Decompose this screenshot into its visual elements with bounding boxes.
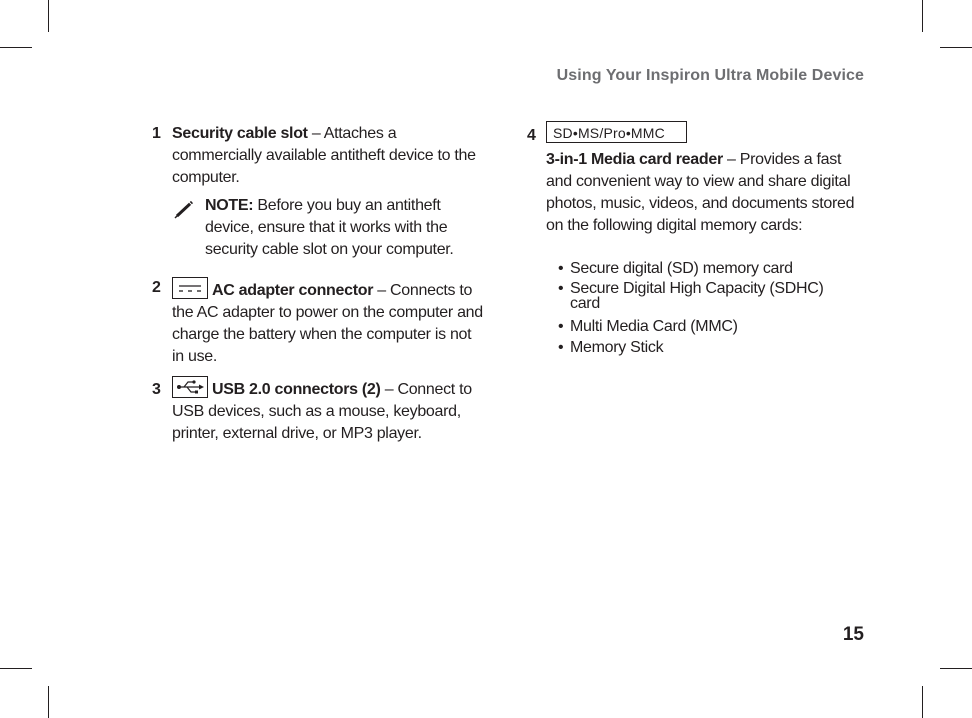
item-security-cable-slot xyxy=(172,123,484,189)
crop-mark xyxy=(48,686,49,718)
list-item: • Secure Digital High Capacity (SDHC) card xyxy=(558,281,848,311)
item-usb-connectors xyxy=(172,376,484,445)
item-number: 4 xyxy=(527,127,536,144)
item-number: 3 xyxy=(152,381,161,398)
item-title: 3-in-1 Media card reader xyxy=(546,151,723,168)
crop-mark xyxy=(0,668,32,669)
list-item: • Multi Media Card (MMC) xyxy=(558,316,848,337)
item-description: – Attaches a commercially available antitheft device to the computer. xyxy=(172,125,476,186)
note xyxy=(205,195,485,261)
item-description: – Connects to the AC adapter to power on the computer and charge the battery when the computer is not in use. xyxy=(172,282,483,365)
item-number: 1 xyxy=(152,125,161,142)
usb-icon xyxy=(172,376,208,398)
list-item: • Memory Stick xyxy=(558,337,848,358)
media-card-slot-label: SD•MS/Pro•MMC xyxy=(546,121,687,143)
item-title: Security cable slot xyxy=(172,125,308,142)
crop-mark xyxy=(940,47,972,48)
list-item: • Secure digital (SD) memory card xyxy=(558,258,848,279)
item-ac-adapter-connector xyxy=(172,277,484,368)
item-media-card-reader xyxy=(546,149,856,237)
page-number: 15 xyxy=(842,624,864,645)
item-description: – Provides a fast and convenient way to view and share digital photos, music, videos, and documents stored on the following digital memory cards: xyxy=(546,151,855,234)
item-description: – Connect to USB devices, such as a mouse, keyboard, printer, external drive, or MP3 player. xyxy=(172,381,472,442)
item-number: 2 xyxy=(152,279,161,296)
running-header: Using Your Inspiron Ultra Mobile Device xyxy=(556,67,864,84)
item-title: AC adapter connector xyxy=(212,282,374,299)
dc-power-icon xyxy=(172,277,208,299)
crop-mark xyxy=(940,668,972,669)
crop-mark xyxy=(922,686,923,718)
memory-card-list xyxy=(558,258,848,358)
crop-mark xyxy=(922,0,923,32)
note-pencil-icon xyxy=(174,199,196,219)
note-label: NOTE: xyxy=(205,197,254,214)
crop-mark xyxy=(48,0,49,32)
crop-mark xyxy=(0,47,32,48)
note-text: Before you buy an antitheft device, ensure that it works with the security cable slot on your computer. xyxy=(205,197,454,258)
item-title: USB 2.0 connectors (2) xyxy=(212,381,381,398)
